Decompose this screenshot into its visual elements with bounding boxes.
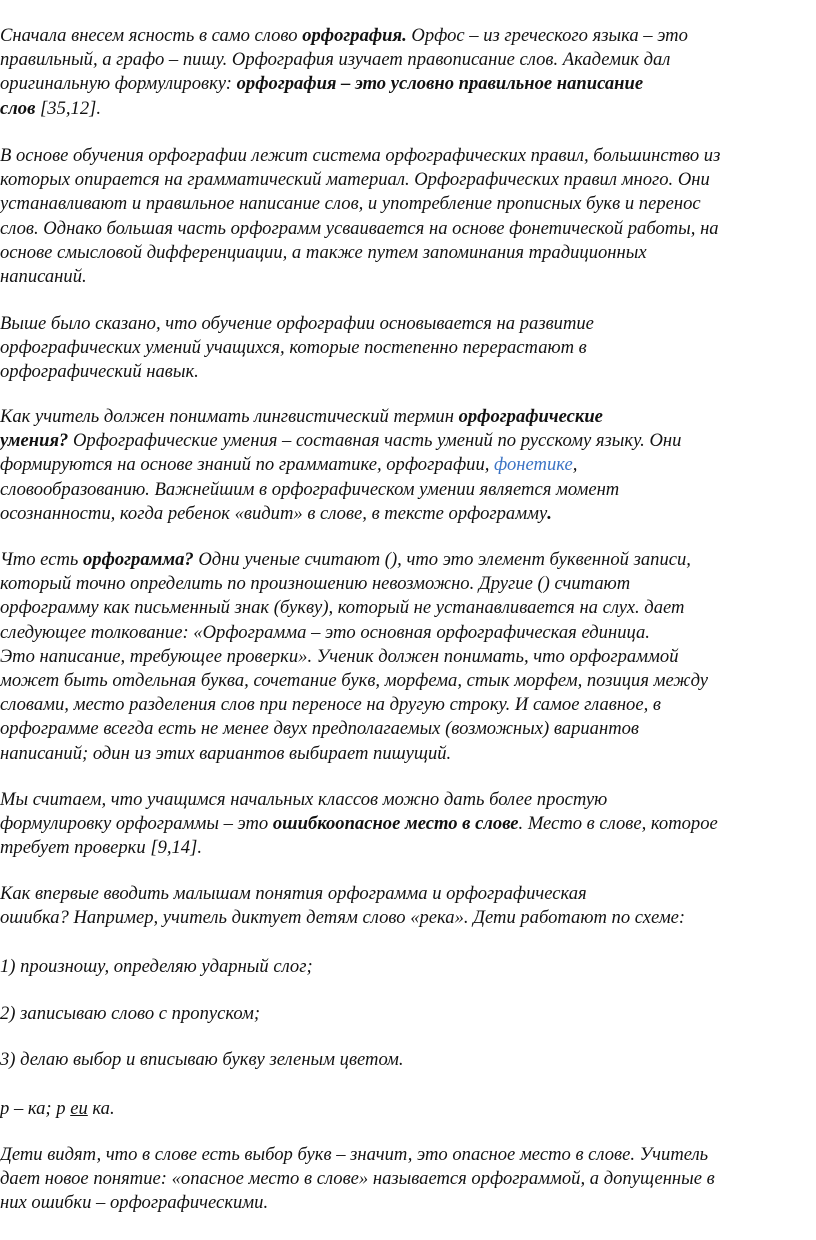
text-run: формулировку орфограммы – это (0, 813, 273, 835)
bold-term: орфография. (302, 25, 407, 46)
bold-term: орфография – это условно правильное написание (236, 73, 644, 95)
text-run: Что есть (0, 549, 83, 570)
text-run: Орфос – из греческого языка – это (406, 25, 688, 46)
list-item-text: 2) записываю слово с пропуском; (0, 1003, 261, 1024)
paragraph-conclusion (0, 1143, 816, 1216)
text-line: слов. Однако большая часть орфограмм усваивается на основе фонетической работы, на (0, 217, 719, 239)
text-line (0, 502, 816, 526)
text-run: формируются на основе знаний по грамматике, орфографии, (0, 454, 495, 476)
text-run: осознанности, когда ребенок «видит» в слове, в тексте орфограмму (0, 502, 548, 524)
text-run: ка. (87, 1098, 115, 1119)
paragraph-skills-habit (0, 312, 816, 385)
text-line: орфограмму как письменный знак (букву), который не устанавливается на слух. дает (0, 597, 685, 619)
bold-term: ошибкоопасное место в слове (272, 813, 519, 835)
text-run: Как учитель должен понимать лингвистический термин (0, 406, 459, 427)
paragraph-orthogram-definition (0, 548, 816, 766)
text-line: орфографический навык. (0, 361, 199, 383)
list-item-step-1 (0, 955, 816, 979)
text-line: следующее толкование: «Орфограмма – это основная орфографическая единица. (0, 621, 650, 643)
text-line: Мы считаем, что учащимся начальных классов можно дать более простую (0, 789, 608, 810)
text-run: р – ка; р (0, 1098, 71, 1119)
text-line (0, 548, 816, 572)
text-run: Сначала внесем ясность в само слово (0, 25, 303, 46)
bold-punctuation: . (547, 502, 552, 524)
paragraph-orthographic-skills (0, 405, 816, 526)
text-line: Дети видят, что в слове есть выбор букв – значит, это опасное место в слове. Учитель (0, 1144, 709, 1165)
paragraph-simple-formulation (0, 788, 816, 861)
text-line: орфограмме всегда есть не менее двух предполагаемых (возможных) вариантов (0, 718, 639, 740)
text-line: Как впервые вводить малышам понятия орфограмма и орфографическая (0, 883, 587, 904)
paragraph-example-word (0, 1097, 816, 1121)
text-line: может быть отдельная буква, сочетание букв, морфема, стык морфем, позиция между (0, 669, 709, 691)
text-line: словами, место разделения слов при переносе на другую строку. И самое главное, в (0, 694, 661, 716)
text-run: . Место в слове, которое (518, 813, 718, 835)
list-item-step-2 (0, 1002, 816, 1026)
text-line (0, 97, 816, 121)
list-item-step-3 (0, 1048, 816, 1072)
text-line: требует проверки [9,14]. (0, 837, 202, 859)
text-line: основе смысловой дифференциации, а также путем запоминания традиционных (0, 241, 647, 263)
text-run: Одни ученые считают (), что это элемент буквенной записи, (193, 549, 691, 570)
text-line (0, 812, 816, 836)
bold-term: орфограмма? (82, 549, 194, 570)
text-line: ошибка? Например, учитель диктует детям слово «река». Дети работают по схеме: (0, 907, 686, 929)
list-item-text: 3) делаю выбор и вписываю букву зеленым цветом. (0, 1049, 404, 1070)
text-line (0, 429, 816, 453)
citation: [35,12] (35, 97, 97, 119)
bold-term: умения? (0, 430, 69, 452)
text-line: Выше было сказано, что обучение орфографии основывается на развитие (0, 313, 594, 334)
text-line: дает новое понятие: «опасное место в слове» называется орфограммой, а допущенные в (0, 1168, 715, 1190)
text-line: написаний. (0, 265, 87, 287)
text-run: , (572, 454, 578, 476)
text-line: них ошибки – орфографическими. (0, 1192, 269, 1214)
paragraph-orthography-definition (0, 24, 816, 121)
phonetics-link[interactable]: фонетике (494, 454, 573, 476)
underlined-letters: еи (70, 1098, 88, 1119)
paragraph-introducing-concepts (0, 882, 816, 930)
text-line: В основе обучения орфографии лежит система орфографических правил, большинство из (0, 145, 721, 166)
text-run: Орфографические умения – составная часть умений по русскому языку. Они (68, 430, 682, 452)
text-line (0, 24, 816, 48)
text-run: оригинальную формулировку: (0, 73, 237, 95)
text-line (0, 1097, 816, 1121)
text-line (0, 453, 816, 477)
text-run: . (96, 97, 102, 119)
text-line: словообразованию. Важнейшим в орфографическом умении является момент (0, 478, 620, 500)
text-line: Это написание, требующее проверки». Ученик должен понимать, что орфограммой (0, 645, 679, 667)
text-line: орфографических умений учащихся, которые постепенно перерастают в (0, 337, 587, 359)
text-line: устанавливают и правильное написание слов, и употребление прописных букв и перенос (0, 193, 701, 215)
text-line: написаний; один из этих вариантов выбирает пишущий. (0, 742, 452, 764)
list-item-text: 1) произношу, определяю ударный слог; (0, 956, 313, 977)
text-line (0, 72, 816, 96)
bold-term: орфографические (458, 406, 603, 427)
text-line: который точно определить по произношению невозможно. Другие () считают (0, 573, 631, 595)
text-line: которых опирается на грамматический материал. Орфографических правил много. Они (0, 169, 710, 191)
bold-term: слов (0, 97, 36, 119)
text-line: правильный, а графо – пишу. Орфография изучает правописание слов. Академик дал (0, 49, 671, 71)
paragraph-rules-basis (0, 144, 816, 289)
text-line (0, 405, 816, 429)
